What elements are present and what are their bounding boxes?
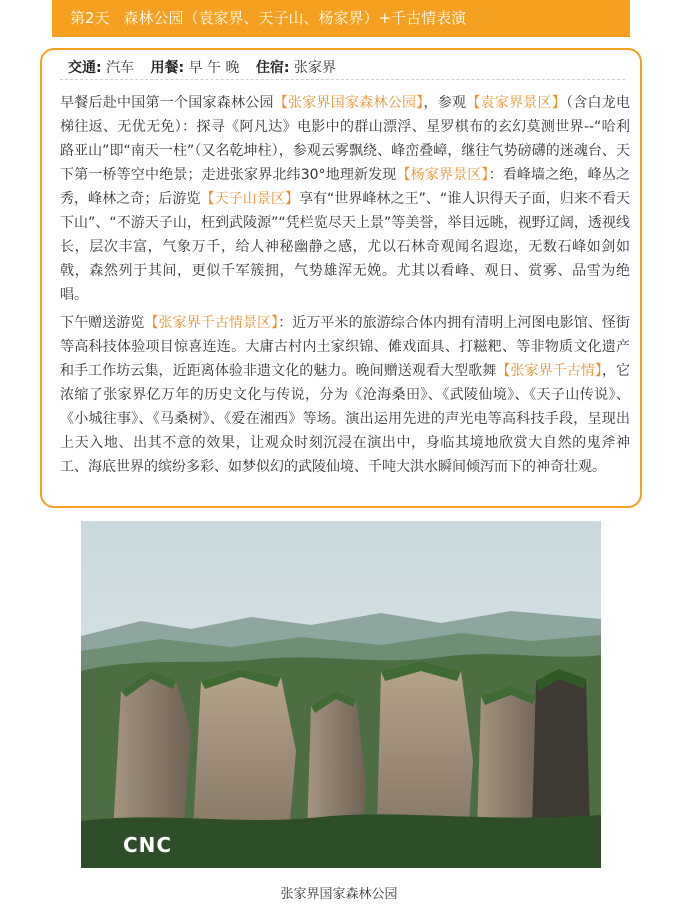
- text-segment: 下午赠送游览: [60, 315, 145, 331]
- highlight-qianguqing-show: 【张家界千古情】: [496, 363, 602, 379]
- highlight-forest-park: 【张家界国家森林公园】: [273, 95, 424, 111]
- highlight-yuanjiajie: 【袁家界景区】: [466, 95, 566, 111]
- text-segment: 享有“世界峰林之王”、“谁人识得天子面，归来不看天下山”、“不游天子山，枉到武陵源”“凭栏览尽天上景”等美誉，举目远眺，视野辽阔，透视线长，层次丰富，气象万千，给人神秘幽静之感，尤以石林奇观闻名遐迩，无数石峰如剑如戟，森然列于其间，更似千军簇拥，气势雄浑无娩。尤其以看峰、观日、赏雾、品雪为绝唱。: [60, 191, 631, 303]
- text-segment: ：近万平米的旅游综合体内拥有清明上河图电影馆、怪街等高科技体验项目惊喜连连。大庸古村内土家织锦、傩戏面具、打糍粑、等非物质文化遗产和手工作坊云集，近距离体验非遗文化的魅力。晚间赠送观看大型歌舞: [60, 315, 631, 379]
- info-bar: [60, 58, 625, 80]
- stay-label: 住宿:: [255, 60, 290, 76]
- stay-value: 张家界: [294, 60, 336, 76]
- day-title: 森林公园（袁家界、天子山、杨家界）+千古情表演: [123, 9, 467, 27]
- photo-caption: 张家界国家森林公园: [280, 887, 398, 902]
- afternoon-description: [60, 311, 630, 479]
- cnc-watermark-logo: CNC: [123, 833, 173, 857]
- transport-label: 交通:: [68, 60, 102, 76]
- text-segment: ，它浓缩了张家界亿万年的历史文化与传说，分为《沧海桑田》、《武陵仙境》、《天子山传说》、《小城往事》、《马桑树》、《爱在湘西》等场。演出运用先进的声光电等高科技手段，呈现出上天入地、出其不意的效果，让观众时刻沉浸在演出中，身临其境地欣赏大自然的鬼斧神工、海底世界的缤纷多彩、如梦似幻的武陵仙境、千吨大洪水瞬间倾泻而下的神奇壮观。: [60, 363, 631, 475]
- text-segment: ：看峰墙之绝，峰丛之秀，峰林之奇；后游览: [60, 167, 630, 207]
- mountain-landscape-illustration: [81, 521, 601, 868]
- itinerary-content-box: [40, 48, 642, 508]
- scenery-photo: [81, 521, 601, 868]
- text-segment: ，参观: [423, 95, 467, 111]
- morning-description: [60, 91, 630, 307]
- text-segment: 早餐后赴中国第一个国家森林公园: [60, 95, 274, 111]
- meals-label: 用餐:: [150, 60, 185, 76]
- text-segment: （含白龙电梯往返、无优无免）：探寻《阿凡达》电影中的群山漂浮、星罗棋布的玄幻莫测世界--“哈利路亚山”即“南天一柱”（又名乾坤柱），参观云雾飘绕、峰峦叠嶂，继往气势磅礴的迷魂台、天下第一桥等空中绝景；走进张家界北纬30°地理新发现: [60, 95, 630, 183]
- transport-value: 汽车: [106, 60, 135, 76]
- day-number: 第2天: [70, 9, 110, 27]
- highlight-tianzishan: 【天子山景区】: [200, 191, 299, 207]
- highlight-yangjiajie: 【杨家界景区】: [396, 167, 489, 183]
- highlight-qianguqing-area: 【张家界千古情景区】: [144, 315, 279, 331]
- day-header-bar: [52, 0, 630, 37]
- meals-value: 早 午 晚: [188, 60, 240, 76]
